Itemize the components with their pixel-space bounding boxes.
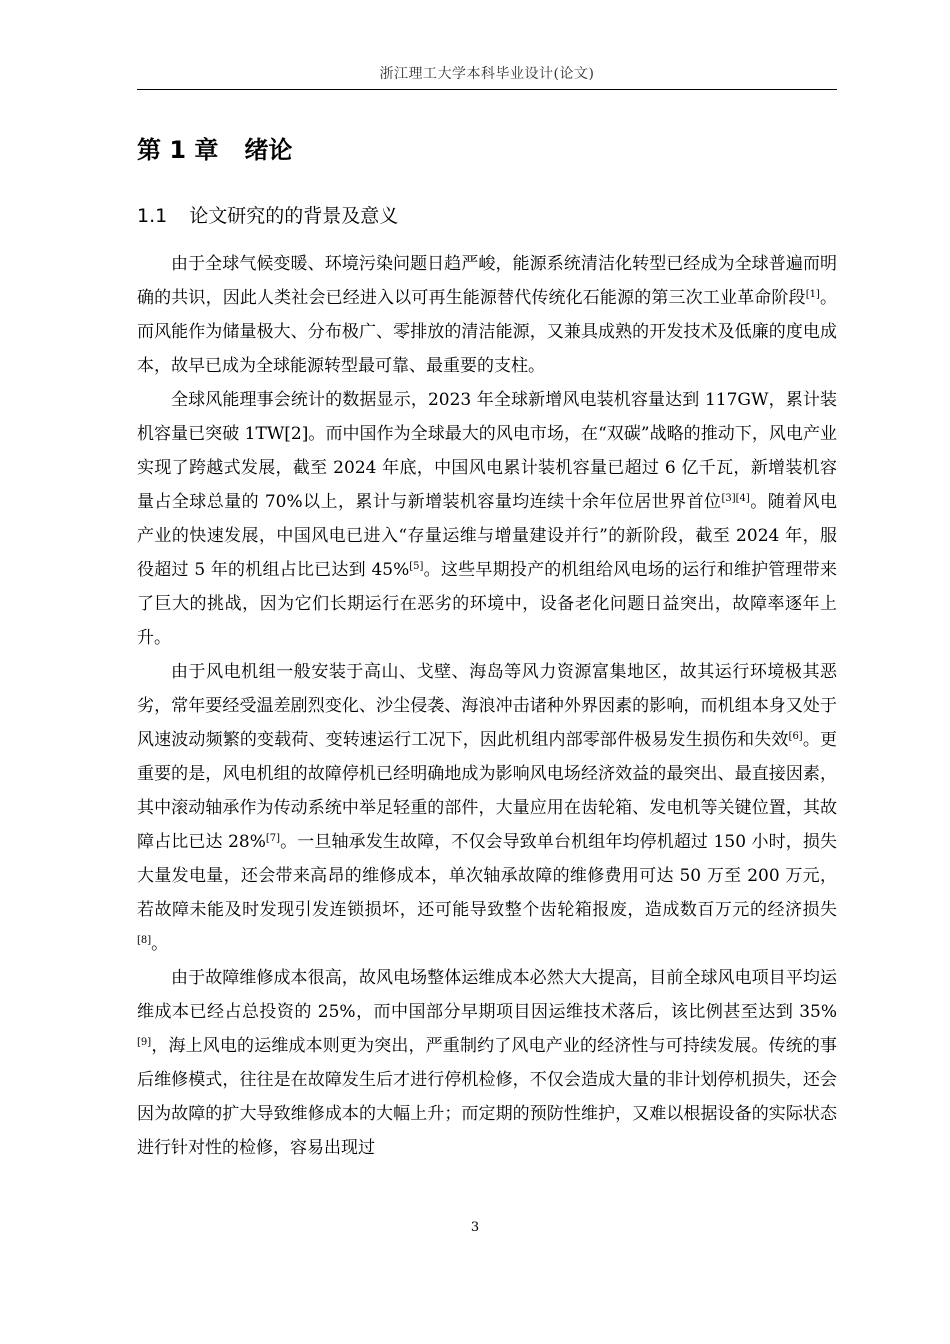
text-run: 。 [151, 934, 169, 954]
text-run: 由于风电机组一般安装于高山、戈壁、海岛等风力资源富集地区，故其运行环境极其恶劣，常年要经受温差剧烈变化、沙尘侵袭、海浪冲击诸种外界因素的影响，而机组本身又处于风速波动频繁的变载荷、变转速运行工况下，因此机组内部零部件极易发生损伤和失效 [137, 662, 837, 750]
paragraph-3 [137, 655, 837, 961]
text-run: 。随着风电产业的快速发展，中国风电已进入“存量运维与增量建设并行”的新阶段，截至 2024 年，服役超过 5 年的机组占比已达到 45% [137, 492, 837, 580]
chapter-title [137, 130, 292, 170]
text-run: 由于故障维修成本很高，故风电场整体运维成本必然大大提高，目前全球风电项目平均运维成本已经占总投资的 25%，而中国部分早期项目因运维技术落后，该比例甚至达到 35% [137, 968, 837, 1022]
text-run: 全球风能理事会统计的数据显示，2023 年全球新增风电装机容量达到 117GW，累计装机容量已突破 1TW[2]。而中国作为全球最大的风电市场，在“双碳”战略的推动下，风电产业实现了跨越式发展，截至 2024 年底，中国风电累计装机容量已超过 6 亿千瓦，新增装机容量占全球总量的 70%以上，累计与新增装机容量均连续十余年位居世界首位 [137, 390, 837, 512]
header-rule [137, 89, 837, 90]
citation: [7] [265, 833, 281, 844]
section-title [137, 200, 398, 232]
text-run: ，海上风电的运维成本则更为突出，严重制约了风电产业的经济性与可持续发展。传统的事后维修模式，往往是在故障发生后才进行停机检修，不仅会造成大量的非计划停机损失，还会因为故障的扩大导致维修成本的大幅上升；而定期的预防性维护，又难以根据设备的实际状态进行针对性的检修，容易出现过 [137, 1036, 837, 1158]
text-run: 由于全球气候变暖、环境污染问题日趋严峻，能源系统清洁化转型已经成为全球普遍而明确的共识，因此人类社会已经进入以可再生能源替代传统化石能源的第三次工业革命阶段 [137, 254, 837, 308]
text-run: 。这些早期投产的机组给风电场的运行和维护管理带来了巨大的挑战，因为它们长期运行在恶劣的环境中，设备老化问题日益突出，故障率逐年上升。 [137, 560, 838, 648]
citation: [6] [788, 731, 803, 742]
citation: [9] [137, 1037, 152, 1048]
page-header: 浙江理工大学本科毕业设计(论文) [379, 66, 595, 82]
page-number: 3 [470, 1220, 480, 1235]
section-name: 论文研究的的背景及意义 [189, 205, 399, 227]
citation: [5] [409, 561, 424, 572]
section-number: 1.1 [137, 205, 168, 227]
paragraph-4 [137, 961, 837, 1165]
chapter-number: 第 1 章 [137, 136, 219, 164]
paragraph-2 [137, 383, 837, 655]
paragraph-1 [137, 247, 837, 383]
body-text [137, 247, 837, 1165]
text-run: 。而风能作为储量极大、分布极广、零排放的清洁能源，又兼具成熟的开发技术及低廉的度电成本，故早已成为全球能源转型最可靠、最重要的支柱。 [137, 288, 838, 376]
citation: [3][4] [721, 493, 750, 504]
text-run: 。一旦轴承发生故障，不仅会导致单台机组年均停机超过 150 小时，损失大量发电量，还会带来高昂的维修成本，单次轴承故障的维修费用可达 50 万至 200 万元，若故障未能及时发现引发连锁损坏，还可能导致整个齿轮箱报废，造成数百万元的经济损失 [137, 832, 837, 920]
citation: [1] [805, 289, 820, 300]
chapter-name: 绪论 [244, 136, 293, 164]
citation: [8] [137, 935, 152, 946]
text-run: 。更重要的是，风电机组的故障停机已经明确地成为影响风电场经济效益的最突出、最直接因素，其中滚动轴承作为传动系统中举足轻重的部件，大量应用在齿轮箱、发电机等关键位置，其故障占比已达 28% [137, 730, 838, 852]
